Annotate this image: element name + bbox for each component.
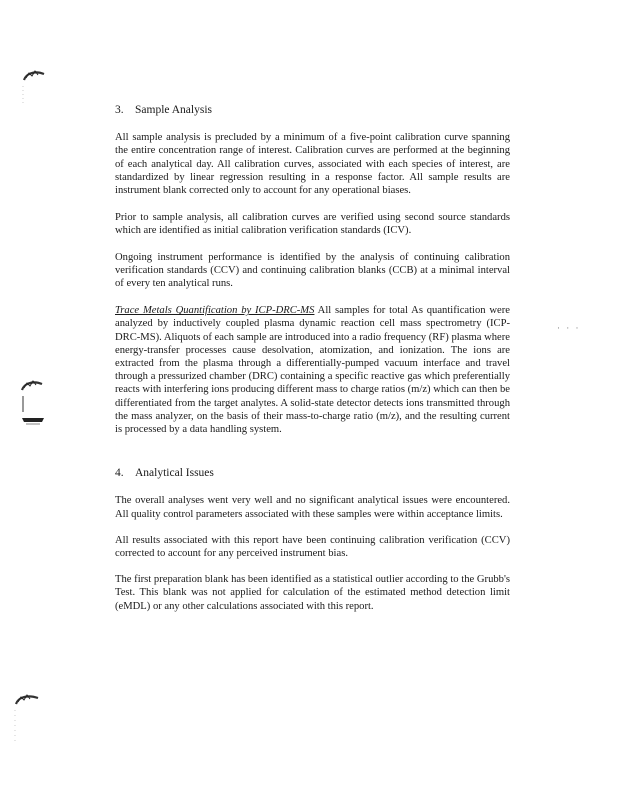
paragraph-ccv-correction: All results associated with this report have been continuing calibration verification (CCV) corrected to account for any perceived instrument bias. xyxy=(115,534,510,560)
paragraph-ccv-ccb: Ongoing instrument performance is identified by the analysis of continuing calibration verification standards (CCV) and continuing calibration blanks (CCB) at a minimal interval of every ten analytical runs. xyxy=(115,251,510,290)
section-3-number: 3. xyxy=(115,104,124,116)
paragraph-calibration-curve: All sample analysis is precluded by a minimum of a five-point calibration curve spanning the entire concentration range of interest. Calibration curves are performed at the beginning of each analytical day. All calibration curves, associated with each species of interest, are standardized by linear regression resulting in a response factor. All sample results are instrument blank corrected only to account for any operational biases. xyxy=(115,132,510,197)
section-3-heading xyxy=(115,104,510,117)
punch-hole-mark-top xyxy=(20,66,50,106)
method-description: All samples for total As quantification were analyzed by inductively coupled plasma dynamic reaction cell mass spectrometry (ICP-DRC-MS). Aliquots of each sample are introduced into a radio frequency (RF) plasma where energy-transfer processes cause desolvation, atomization, and ionization. The ions are extracted from the plasma through a differentially-pumped vacuum interface and travel through a pressurized chamber (DRC) containing a specific reactive gas which preferentially reacts with interfering ions producing different mass to charge ratios (m/z) which can then be differentiated from the target analytes. A solid-state detector detects ions transmitted through the mass analyzer, on the basis of their mass-to-charge ratio (m/z), and the resulting current is processed by a data handling system. xyxy=(115,305,510,436)
section-4-heading xyxy=(115,467,510,480)
punch-hole-mark-middle xyxy=(18,378,48,432)
paragraph-icp-method xyxy=(115,304,510,436)
paragraph-overall-analyses: The overall analyses went very well and no significant analytical issues were encountered. All quality control parameters associated with these samples were within acceptance limits. xyxy=(115,495,510,520)
punch-hole-mark-bottom xyxy=(10,688,42,748)
report-body xyxy=(115,104,510,613)
section-3-title: Sample Analysis xyxy=(135,104,212,116)
section-4-number: 4. xyxy=(115,467,124,480)
method-lead-title: Trace Metals Quantification by ICP-DRC-MS xyxy=(115,305,315,317)
paragraph-icv: Prior to sample analysis, all calibration curves are verified using second source standards which are identified as initial calibration verification standards (ICV). xyxy=(115,212,510,237)
margin-marks: · · · xyxy=(557,323,581,333)
paragraph-preparation-blank: The first preparation blank has been identified as a statistical outlier according to the Grubb's Test. This blank was not applied for calculation of the estimated method detection limit (eMDL) or any other calculations associated with this report. xyxy=(115,574,510,612)
section-4-title: Analytical Issues xyxy=(135,467,214,480)
